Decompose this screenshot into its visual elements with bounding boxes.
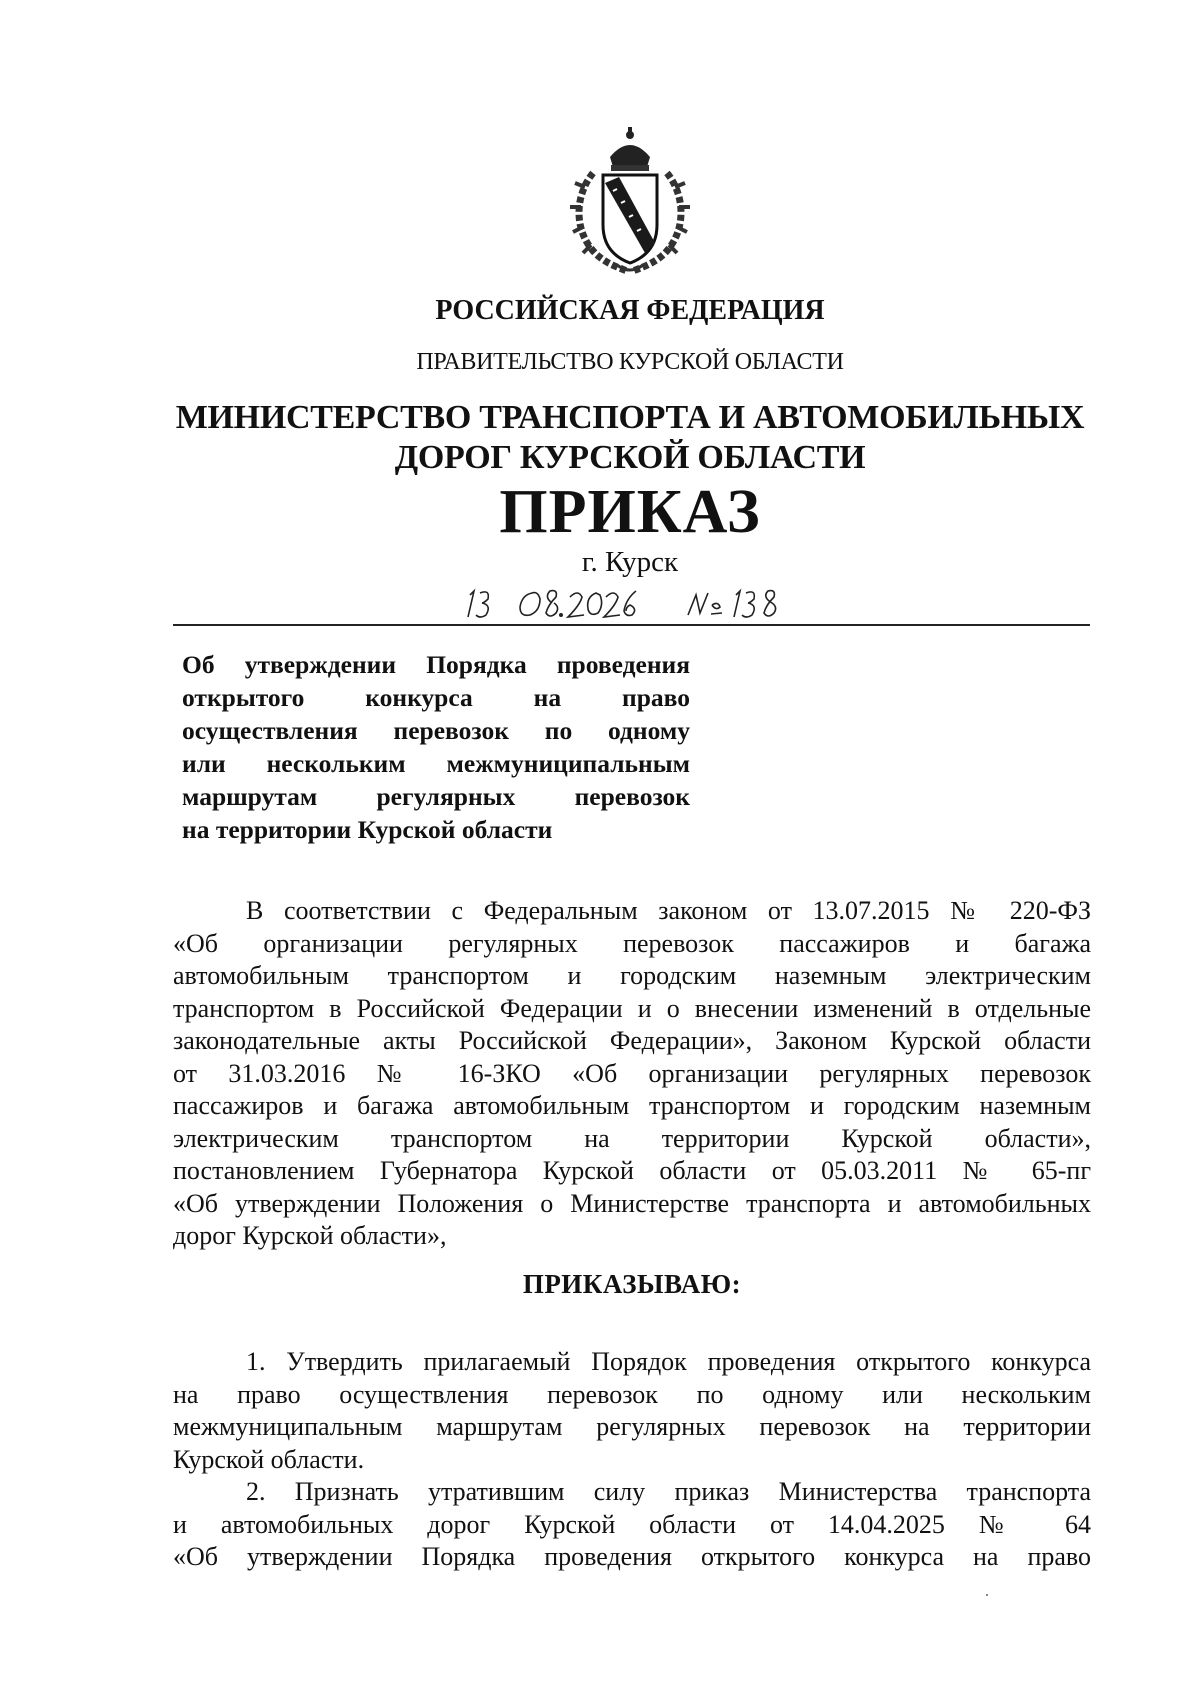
order-item-1: [173, 1346, 1091, 1476]
preamble-line: электрическим транспортом на территории Курской области»,: [173, 1123, 1091, 1153]
preamble-paragraph: [173, 895, 1091, 1253]
preamble-line: дорог Курской области»,: [173, 1221, 447, 1250]
preamble-line: от 31.03.2016 № 16-ЗКО «Об организации регулярных перевозок: [173, 1058, 1091, 1088]
date-underline: [173, 624, 1090, 626]
order-heading: ПРИКАЗЫВАЮ:: [522, 1269, 742, 1299]
preamble-line: В соответствии с Федеральным законом от 13.07.2015 № 220-ФЗ: [246, 896, 1091, 925]
ministry-title-line: ДОРОГ КУРСКОЙ ОБЛАСТИ: [394, 439, 866, 476]
order-item-line: межмуниципальным маршрутам регулярных перевозок на территории: [173, 1412, 1091, 1441]
order-item-line: Курской области.: [173, 1444, 365, 1474]
document-type-title: ПРИКАЗ: [499, 478, 761, 546]
preamble-line: пассажиров и багажа автомобильным транспортом и городским наземным: [173, 1091, 1091, 1120]
order-item-2: [173, 1476, 1091, 1574]
subject-line: осуществления перевозок по одному: [182, 716, 690, 745]
scan-speck: [986, 1594, 988, 1596]
subject-line: открытого конкурса на право: [182, 683, 690, 712]
ministry-title: [0, 398, 1200, 478]
ministry-title-line: МИНИСТЕРСТВО ТРАНСПОРТА И АВТОМОБИЛЬНЫХ: [175, 399, 1085, 436]
preamble-line: транспортом в Российской Федерации и о внесении изменений в отдельные: [173, 993, 1091, 1023]
document-subject: [182, 648, 690, 846]
kursk-coat-of-arms-emblem: [565, 125, 695, 277]
subject-line: Об утверждении Порядка проведения: [182, 650, 690, 679]
subject-line: или нескольким межмуниципальным: [182, 749, 690, 778]
preamble-line: «Об организации регулярных перевозок пассажиров и багажа: [173, 928, 1091, 958]
order-item-line: 1. Утвердить прилагаемый Порядок проведения открытого конкурса: [246, 1347, 1091, 1376]
preamble-line: законодательные акты Российской Федерации», Законом Курской области: [173, 1026, 1091, 1055]
city-label: г. Курск: [581, 546, 679, 578]
preamble-line: «Об утверждении Положения о Министерстве транспорта и автомобильных: [173, 1188, 1091, 1218]
order-item-line: и автомобильных дорог Курской области от 14.04.2025 № 64: [173, 1509, 1091, 1539]
handwritten-date-number: [460, 583, 840, 625]
order-item-line: «Об утверждении Порядка проведения открытого конкурса на право: [173, 1542, 1091, 1571]
order-item-line: 2. Признать утратившим силу приказ Министерства транспорта: [246, 1477, 1091, 1506]
subject-line: маршрутам регулярных перевозок: [182, 782, 690, 811]
preamble-line: постановлением Губернатора Курской области от 05.03.2011 № 65-пг: [173, 1156, 1091, 1185]
subject-line: на территории Курской области: [182, 815, 553, 844]
country-title: РОССИЙСКАЯ ФЕДЕРАЦИЯ: [435, 295, 825, 326]
order-item-line: на право осуществления перевозок по одному или нескольким: [173, 1379, 1091, 1409]
government-title: ПРАВИТЕЛЬСТВО КУРСКОЙ ОБЛАСТИ: [416, 349, 844, 375]
preamble-line: автомобильным транспортом и городским наземным электрическим: [173, 961, 1091, 990]
